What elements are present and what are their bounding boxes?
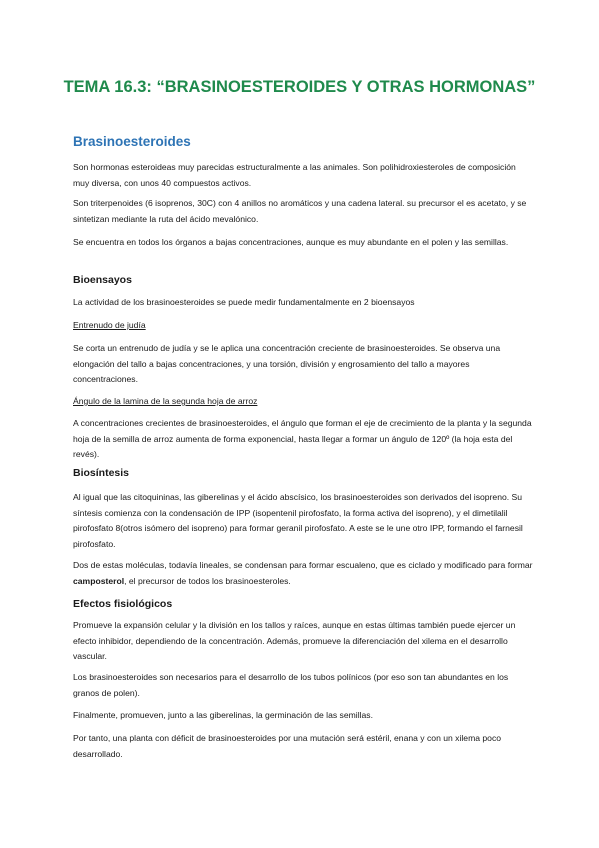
biosintesis-paragraph-1: Al igual que las citoquininas, las giberelinas y el ácido abscísico, los brasinoesteroides son derivados del isopreno. Su síntesis comienza con la condensación de IPP (isopentenil pirofosfato, la forma activa del isopreno), y el dimetilalil pirofosfato 8(otros isómero del isopreno) para formar geranil pirofosfato. A este se le une otro IPP, formando el farnesil pirofosfato.: [73, 492, 523, 549]
efectos-paragraph-1: Promueve la expansión celular y la división en los tallos y raíces, aunque en estas últimas también puede ejercer un efecto inhibidor, dependiendo de la concentración. Además, promueve la diferenciación del xilema en el desarrollo vascular.: [73, 620, 516, 661]
camposterol-term: camposterol: [73, 575, 125, 586]
document-title: TEMA 16.3: “BRASINOESTEROIDES Y OTRAS HORMONAS”: [63, 78, 536, 96]
bioensayos-intro: La actividad de los brasinoesteroides se puede medir fundamentalmente en 2 bioensayos: [73, 297, 415, 307]
section-heading-brasinoesteroides: Brasinoesteroides: [73, 134, 191, 149]
entrenudo-text: Se corta un entrenudo de judía y se le aplica una concentración creciente de brasinoesteroides. Se observa una elongación del tallo a bajas concentraciones, y una torsión, división y engrosamiento del tallo a mayores concentraciones.: [73, 343, 501, 384]
efectos-paragraph-4: Por tanto, una planta con déficit de brasinoesteroides por una mutación será estéril, enana y con un xilema poco desarrollado.: [73, 733, 502, 759]
bioensayos-heading: Bioensayos: [73, 274, 132, 286]
biosintesis-text-before: Dos de estas moléculas, todavía lineales, se condensan para formar escualeno, que es ciclado y modificado para formar: [73, 560, 533, 570]
angulo-heading: Ángulo de la lamina de la segunda hoja de arroz: [73, 396, 258, 406]
intro-paragraph-1: Son hormonas esteroideas muy parecidas estructuralmente a las animales. Son polihidroxiesteroles de composición muy diversa, con unos 40 compuestos activos.: [73, 162, 516, 188]
intro-paragraph-2: Son triterpenoides (6 isoprenos, 30C) con 4 anillos no aromáticos y una cadena lateral. su precursor el es acetato, y se sintetizan mediante la ruta del ácido mevalónico.: [73, 198, 527, 224]
entrenudo-heading: Entrenudo de judía: [73, 320, 146, 330]
biosintesis-paragraph-2: [73, 558, 533, 589]
angulo-text: A concentraciones crecientes de brasinoesteroides, el ángulo que forman el eje de crecimiento de la planta y la segunda hoja de la semilla de arroz aumenta de forma exponencial, hasta llegar a formar un ángulo de 120º (la hoja esta del revés).: [73, 418, 532, 459]
biosintesis-heading: Biosíntesis: [73, 467, 130, 479]
intro-paragraph-3: Se encuentra en todos los órganos a bajas concentraciones, aunque es muy abundante en el polen y las semillas.: [73, 237, 509, 247]
biosintesis-text-after: , el precursor de todos los brasinoesteroles.: [124, 575, 291, 586]
efectos-paragraph-3: Finalmente, promueven, junto a las giberelinas, la germinación de las semillas.: [73, 710, 373, 720]
efectos-heading: Efectos fisiológicos: [73, 598, 173, 610]
efectos-paragraph-2: Los brasinoesteroides son necesarios para el desarrollo de los tubos polínicos (por eso son tan abundantes en los granos de polen).: [73, 672, 509, 698]
